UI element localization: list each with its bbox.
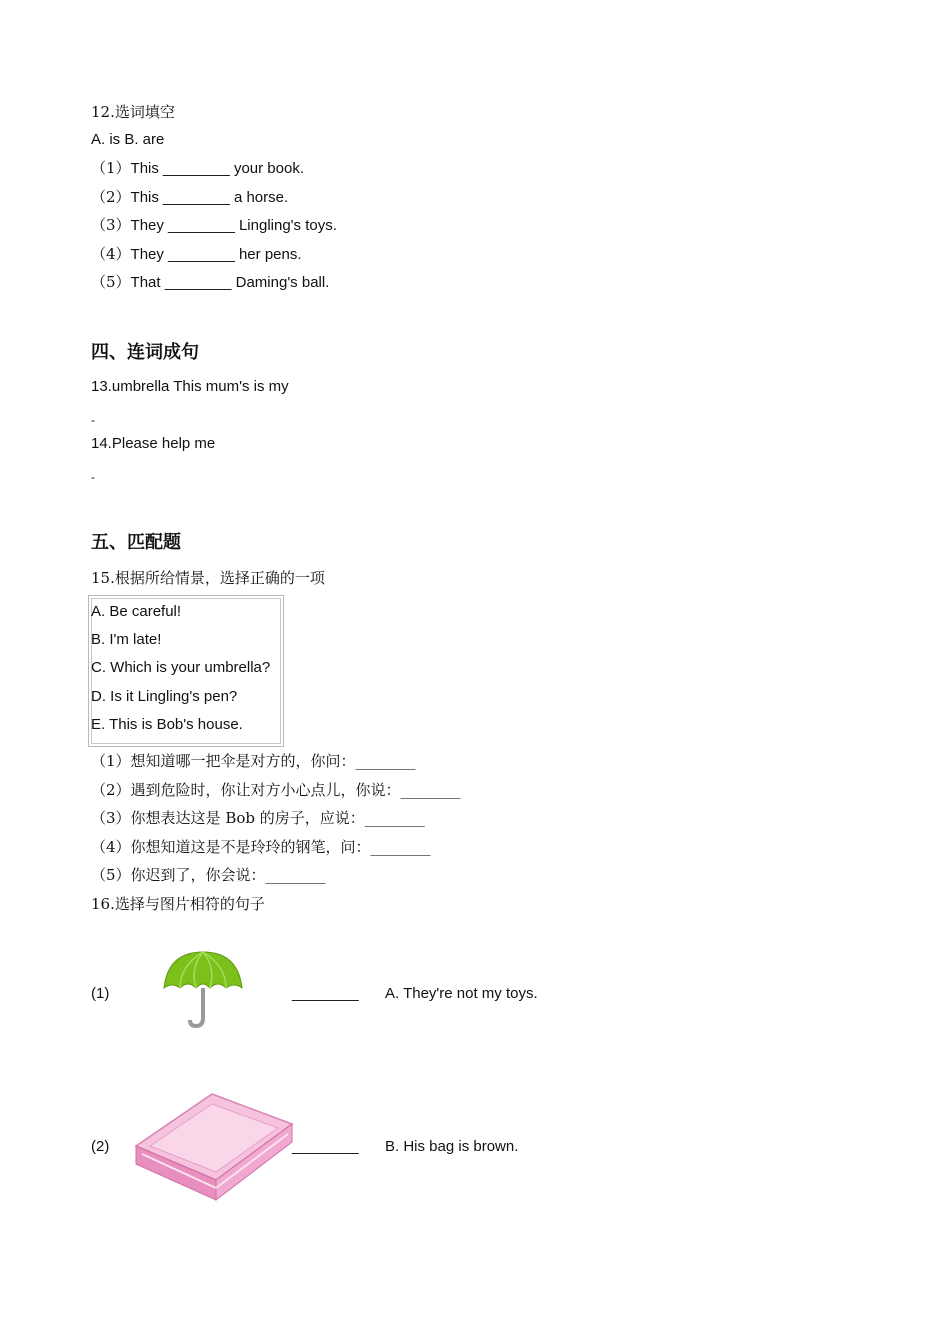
q16-choice-b: B. His bag is brown.	[385, 1138, 519, 1155]
q14-answer-line: -	[91, 470, 95, 484]
q16-row2-number: (2)	[91, 1138, 110, 1155]
q12-item-number: （5）	[91, 273, 131, 291]
q12-title: 12.选词填空	[91, 103, 175, 121]
q15-title: 15.根据所给情景，选择正确的一项	[91, 569, 325, 587]
q13-words: 13.umbrella This mum's is my	[91, 378, 289, 395]
q15-option-d: D. Is it Lingling's pen?	[91, 688, 238, 705]
q15-item-text: 想知道哪一把伞是对方的，你问：________	[130, 752, 416, 770]
q12-item-text: They ________ her pens.	[130, 246, 302, 263]
q16-row1-blank: ________	[292, 985, 359, 1002]
q15-option-c: C. Which is your umbrella?	[91, 659, 271, 676]
q15-item-text: 你想知道这是不是玲玲的钢笔，问：________	[130, 838, 431, 856]
q12-item-number: （1）	[91, 159, 131, 177]
q15-item-4	[91, 837, 431, 857]
q15-option-e: E. This is Bob's house.	[91, 716, 243, 733]
q12-item-5	[91, 272, 329, 293]
q15-item-number: （3）	[91, 809, 131, 827]
q12-item-4	[91, 244, 302, 265]
book-icon	[128, 1088, 298, 1208]
q12-options: A. is B. are	[91, 131, 165, 148]
q15-item-text: 你想表达这是 Bob 的房子，应说：________	[130, 809, 425, 827]
q16-choice-a: A. They're not my toys.	[385, 985, 538, 1002]
q15-item-2	[91, 780, 461, 800]
q15-item-5	[91, 865, 326, 885]
section4-heading: 四、连词成句	[91, 342, 199, 363]
q16-row1-number: (1)	[91, 985, 110, 1002]
q15-item-text: 遇到危险时，你让对方小心点儿，你说：________	[130, 781, 461, 799]
q12-item-text: That ________ Daming's ball.	[130, 274, 330, 291]
q15-option-a: A. Be careful!	[91, 603, 182, 620]
umbrella-icon	[160, 948, 246, 1030]
q16-row2-blank: ________	[292, 1138, 359, 1155]
q12-item-text: This ________ a horse.	[130, 189, 289, 206]
q15-item-text: 你迟到了，你会说：________	[130, 866, 326, 884]
q12-item-1	[91, 158, 304, 179]
q13-answer-line: -	[91, 413, 95, 427]
q12-item-number: （3）	[91, 216, 131, 234]
q15-option-b: B. I'm late!	[91, 631, 162, 648]
q15-item-1	[91, 751, 416, 771]
q15-item-number: （1）	[91, 752, 131, 770]
q12-item-2	[91, 187, 288, 208]
q12-item-text: This ________ your book.	[130, 160, 304, 177]
q15-item-number: （5）	[91, 866, 131, 884]
q16-title: 16.选择与图片相符的句子	[91, 895, 265, 913]
q12-item-number: （2）	[91, 188, 131, 206]
section5-heading: 五、匹配题	[91, 532, 181, 553]
q14-words: 14.Please help me	[91, 435, 216, 452]
q15-item-3	[91, 808, 425, 828]
q12-item-3	[91, 215, 337, 236]
q12-item-number: （4）	[91, 245, 131, 263]
q15-item-number: （4）	[91, 838, 131, 856]
q12-item-text: They ________ Lingling's toys.	[130, 217, 337, 234]
q15-item-number: （2）	[91, 781, 131, 799]
